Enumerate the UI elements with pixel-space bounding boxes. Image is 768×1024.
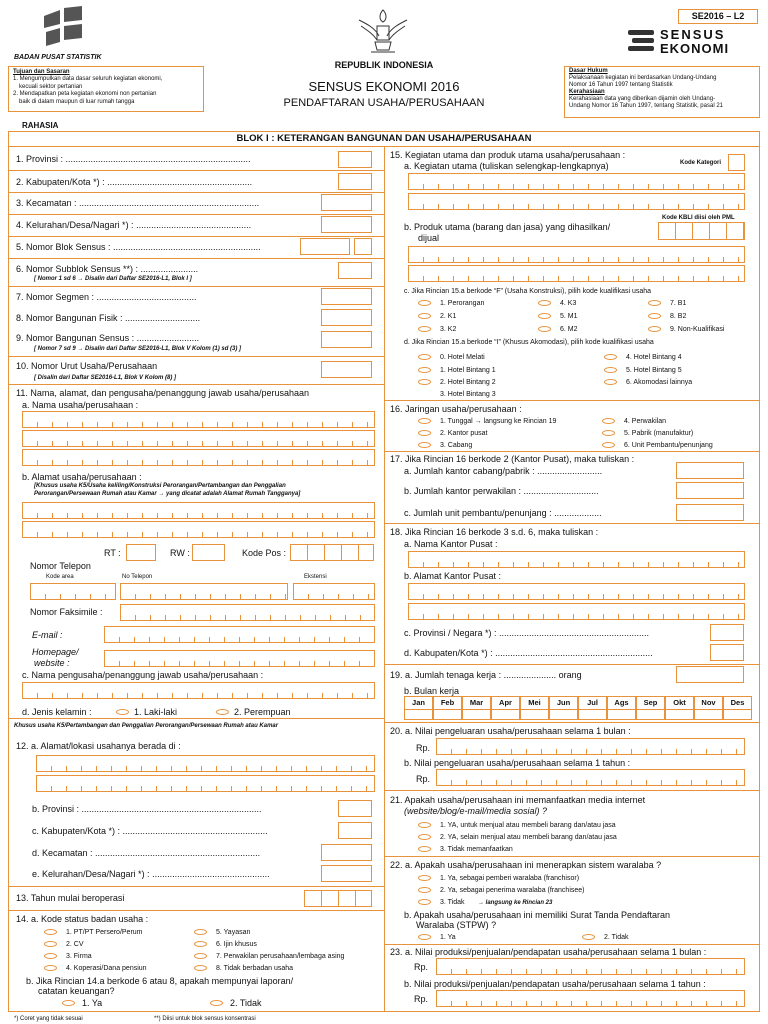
q15a-label: a. Kegiatan utama (tuliskan selengkap-lengkapnya)	[404, 161, 609, 171]
month-feb: Feb	[433, 696, 462, 710]
kodepos-box[interactable]	[290, 544, 374, 561]
opt15c-label: 9. Non-Kualifikasi	[670, 326, 725, 333]
radio-21-2[interactable]	[418, 834, 431, 840]
q11d-label: d. Jenis kelamin :	[22, 707, 92, 717]
q4-kelurahan: 4. Kelurahan/Desa/Nagari *) : ..............................................	[16, 220, 252, 230]
opt15d-label: 3. Hotel Bintang 3	[440, 391, 496, 398]
radio-16-5[interactable]	[602, 430, 615, 436]
radio-15c-2[interactable]	[418, 313, 431, 319]
dasar-title: Dasar Hukum	[569, 68, 608, 74]
footnote-1: *) Coret yang tidak sesuai	[14, 1016, 83, 1022]
homepage-field[interactable]	[104, 650, 375, 667]
opt14-label: 6. Ijin khusus	[216, 941, 257, 948]
q11a-label: a. Nama usaha/perusahaan :	[22, 400, 139, 410]
q12b-provinsi: b. Provinsi : ........................................................................	[32, 804, 262, 814]
month-check-box[interactable]	[607, 709, 636, 720]
q13-year-box[interactable]	[304, 890, 372, 907]
form-code: SE2016 – L2	[678, 9, 758, 24]
kerahasiaan-title: Kerahasiaan	[569, 89, 605, 95]
radio-21-1[interactable]	[418, 822, 431, 828]
radio-15d-0[interactable]	[418, 354, 431, 360]
q22b-line-2: Waralaba (STPW) ?	[416, 920, 497, 930]
opt15c-label: 1. Perorangan	[440, 300, 485, 307]
divider	[8, 258, 384, 259]
radio-15d-4[interactable]	[604, 354, 617, 360]
q22a-label: 22. a. Apakah usaha/perusahaan ini menerapkan sistem waralaba ?	[390, 860, 662, 870]
q15a-field-2[interactable]	[408, 193, 745, 210]
q16-label: 16. Jaringan usaha/perusahaan :	[390, 404, 522, 414]
q17c-box[interactable]	[676, 504, 744, 521]
radio-14b-tidak[interactable]	[210, 1000, 223, 1006]
dasar-line: Pelaksanaan kegiatan ini berdasarkan Undang-Undang	[569, 75, 717, 81]
q12e-kelurahan: e. Kelurahan/Desa/Nagari *) : ...............................................	[32, 869, 270, 879]
q10-nomor-urut: 10. Nomor Urut Usaha/Perusahaan	[16, 361, 158, 371]
month-ags: Ags	[607, 696, 636, 710]
q21-line-2: (website/blog/e-mail/media sosial) ?	[404, 806, 548, 816]
fax-label: Nomor Faksimile :	[30, 607, 103, 617]
footnote-2: **) Diisi untuk blok sensus konsentrasi	[154, 1016, 256, 1022]
q11a-field-2[interactable]	[22, 430, 375, 447]
dasar-line: Nomor 16 Tahun 1997 tentang Statistik	[569, 82, 673, 88]
radio-16-3[interactable]	[418, 442, 431, 448]
q3-code-box[interactable]	[321, 194, 372, 211]
divider	[8, 214, 384, 215]
radio-16-6[interactable]	[602, 442, 615, 448]
opt21-label: 2. YA, selain menjual atau membeli barang dan/atau jasa	[440, 834, 617, 841]
q6-subblok: 6. Nomor Subblok Sensus **) : .......................	[16, 264, 199, 274]
month-sep: Sep	[636, 696, 665, 710]
q13-tahun: 13. Tahun mulai beroperasi	[16, 893, 125, 903]
q15b-line-1: b. Produk utama (barang dan jasa) yang dihasilkan/	[404, 222, 611, 232]
month-mar: Mar	[462, 696, 491, 710]
q23b-label: b. Nilai produksi/penjualan/pendapatan usaha/perusahaan selama 1 tahun :	[404, 979, 706, 989]
telp-number-field[interactable]	[120, 583, 288, 600]
republic-label: REPUBLIK INDONESIA	[334, 60, 434, 70]
q9-code-box[interactable]	[321, 331, 372, 348]
q22b-line-1: b. Apakah usaha/perusahaan ini memiliki Surat Tanda Pendaftaran	[404, 910, 671, 920]
radio-21-3[interactable]	[418, 846, 431, 852]
opt22-label: 1. Ya, sebagai pemberi waralaba (franchisor)	[440, 875, 580, 882]
month-check-box[interactable]	[549, 709, 578, 720]
month-check-box[interactable]	[636, 709, 665, 720]
divider	[8, 236, 384, 237]
q15b-field-1[interactable]	[408, 246, 745, 263]
radio-15c-1[interactable]	[418, 300, 431, 306]
opt15c-label: 8. B2	[670, 313, 687, 320]
radio-15c-8[interactable]	[648, 313, 661, 319]
radio-15d-5[interactable]	[604, 367, 617, 373]
radio-15c-3[interactable]	[418, 326, 431, 332]
radio-16-2[interactable]	[418, 430, 431, 436]
agency-name: BADAN PUSAT STATISTIK	[14, 54, 102, 61]
se-logo-icon	[628, 28, 658, 56]
q4-code-box[interactable]	[321, 216, 372, 233]
q20b-label: b. Nilai pengeluaran usaha/perusahaan selama 1 tahun :	[404, 758, 631, 768]
lgk23-note: → langsung ke Rincian 23	[478, 900, 553, 906]
month-jun: Jun	[549, 696, 578, 710]
opt16-label: 1. Tunggal → langsung ke Rincian 19	[440, 418, 557, 425]
opt16-label: 4. Perwakilan	[624, 418, 667, 425]
rp-label: Rp.	[414, 994, 429, 1004]
divider	[8, 286, 384, 287]
rp-label: Rp.	[416, 774, 431, 784]
q11b-note-2: Perorangan/Persewaan Rumah atau Kamar → yang dicatat adalah Alamat Rumah Tangganya]	[34, 491, 301, 497]
rp-label: Rp.	[416, 743, 431, 753]
radio-15c-9[interactable]	[648, 326, 661, 332]
tujuan-line: 1. Mengumpulkan data dasar seluruh kegiatan ekonomi,	[13, 76, 163, 82]
month-check-box[interactable]	[491, 709, 520, 720]
tujuan-title: Tujuan dan Sasaran	[13, 69, 70, 75]
divider	[8, 886, 384, 887]
q18a-label: a. Nama Kantor Pusat :	[404, 539, 498, 549]
q15d-label: d. Jika Rincian 15.a berkode “I” (Khusus Akomodasi), pilih kode kualifikasi usaha	[404, 339, 654, 346]
radio-15c-7[interactable]	[648, 300, 661, 306]
month-check-box[interactable]	[694, 709, 723, 720]
perempuan-label: 2. Perempuan	[234, 707, 291, 717]
q15c-label: c. Jika Rincian 15.a berkode “F” (Usaha Konstruksi), pilih kode kualifikasi usaha	[404, 288, 652, 295]
q14a-label: 14. a. Kode status badan usaha :	[16, 914, 149, 924]
q2-code-box[interactable]	[338, 173, 372, 190]
tujuan-line: kecuali sektor pertanian	[19, 83, 83, 90]
notelp-label: No Telepon	[122, 574, 153, 580]
q14b-line-1: b. Jika Rincian 14.a berkode 6 atau 8, apakah mempunyai laporan/	[26, 976, 294, 986]
q12d-code-box[interactable]	[321, 844, 372, 861]
q2-kabupaten: 2. Kabupaten/Kota *) : ..........................................................	[16, 177, 253, 187]
opt15c-label: 7. B1	[670, 300, 687, 307]
tujuan-line: 2. Mendapatkan peta kegiatan ekonomi non pertanian	[13, 91, 157, 97]
q22b-tidak-label: 2. Tidak	[604, 934, 629, 941]
opt15c-label: 6. M2	[560, 326, 578, 333]
q6-code-box[interactable]	[338, 262, 372, 279]
divider	[384, 790, 760, 791]
opt14-label: 4. Koperasi/Dana pensiun	[66, 965, 147, 972]
telp-ext-field[interactable]	[293, 583, 375, 600]
divider	[384, 856, 760, 857]
q8-code-box[interactable]	[321, 309, 372, 326]
garuda-icon	[355, 6, 411, 58]
q20a-field[interactable]	[436, 738, 745, 755]
q18b-label: b. Alamat Kantor Pusat :	[404, 571, 502, 581]
q12d-kecamatan: d. Kecamatan : ..................................................................	[32, 848, 261, 858]
divider	[8, 170, 384, 171]
q11-title: 11. Nama, alamat, dan pengusaha/penanggung jawab usaha/perusahaan	[16, 388, 310, 398]
opt16-label: 2. Kantor pusat	[440, 430, 488, 437]
page-title: SENSUS EKONOMI 2016	[308, 79, 460, 94]
q12a-label: 12. a. Alamat/lokasi usahanya berada di :	[16, 741, 181, 751]
k5-note: Khusus usaha K5/Pertambangan dan Penggalian Perorangan/Persewaan Rumah atau Kamar	[14, 723, 279, 729]
q14b-tidak-label: 2. Tidak	[230, 998, 262, 1008]
q8-bangunan-fisik: 8. Nomor Bangunan Fisik : ..............................	[16, 313, 201, 323]
month-check-box[interactable]	[433, 709, 462, 720]
radio-15c-4[interactable]	[538, 300, 551, 306]
radio-14-8[interactable]	[194, 965, 207, 971]
divider	[384, 451, 760, 452]
month-des: Des	[723, 696, 752, 710]
blok-title: BLOK I : KETERANGAN BANGUNAN DAN USAHA/PERUSAHAAN	[8, 131, 760, 147]
q1-code-box[interactable]	[338, 151, 372, 168]
opt14-label: 3. Firma	[66, 953, 92, 960]
opt15d-label: 6. Akomodasi lainnya	[626, 379, 693, 386]
q22b-ya-label: 1. Ya	[440, 934, 456, 941]
rt-box[interactable]	[126, 544, 156, 561]
month-check-box[interactable]	[404, 709, 433, 720]
kode-kategori-box[interactable]	[728, 154, 745, 171]
radio-14-7[interactable]	[194, 953, 207, 959]
q11b-field-1[interactable]	[22, 502, 375, 519]
q19a-label: 19. a. Jumlah tenaga kerja : ..................... orang	[390, 670, 582, 680]
q12c-kabupaten: c. Kabupaten/Kota *) : ..........................................................	[32, 826, 268, 836]
radio-15d-2[interactable]	[418, 379, 431, 385]
garuda-emblem	[355, 6, 411, 58]
divider	[8, 910, 384, 911]
q12a-field-1[interactable]	[36, 755, 375, 772]
opt15d-label: 1. Hotel Bintang 1	[440, 367, 496, 374]
month-okt: Okt	[665, 696, 694, 710]
q18b-field-2[interactable]	[408, 603, 745, 620]
radio-16-4[interactable]	[602, 418, 615, 424]
q18d-label: d. Kabupaten/Kota *) : ...............................................................	[404, 648, 653, 658]
q11c-field[interactable]	[22, 682, 375, 699]
q12a-field-2[interactable]	[36, 775, 375, 792]
column-divider	[384, 147, 385, 1012]
radio-16-1[interactable]	[418, 418, 431, 424]
month-jul: Jul	[578, 696, 607, 710]
radio-laki[interactable]	[116, 709, 129, 715]
opt22-label: 2. Ya, sebagai penerima waralaba (franchisee)	[440, 887, 585, 894]
dasar-line: Undang Nomor 16 Tahun 1997, tentang Statistik, pasal 21	[569, 103, 723, 109]
q10-code-box[interactable]	[321, 361, 372, 378]
q7-segmen: 7. Nomor Segmen : ........................................	[16, 292, 197, 302]
opt16-label: 5. Pabrik (manufaktur)	[624, 430, 694, 437]
q15-title: 15. Kegiatan utama dan produk utama usaha/perusahaan :	[390, 150, 626, 160]
q12c-code-box[interactable]	[338, 822, 372, 839]
radio-15d-6[interactable]	[604, 379, 617, 385]
q11b-label: b. Alamat usaha/perusahaan :	[22, 472, 142, 482]
opt15c-label: 5. M1	[560, 313, 578, 320]
radio-14-6[interactable]	[194, 941, 207, 947]
rahasia-label: RAHASIA	[22, 121, 59, 130]
radio-15c-5[interactable]	[538, 313, 551, 319]
radio-14-4[interactable]	[44, 965, 57, 971]
month-check-box[interactable]	[462, 709, 491, 720]
q7-code-box[interactable]	[321, 288, 372, 305]
website-label: website :	[34, 658, 70, 668]
q17b-label: b. Jumlah kantor perwakilan : ..............................	[404, 486, 599, 496]
q11c-label: c. Nama pengusaha/penanggung jawab usaha/perusahaan :	[22, 670, 264, 680]
q3-kecamatan: 3. Kecamatan : ........................................................................	[16, 198, 260, 208]
opt15c-label: 4. K3	[560, 300, 577, 307]
radio-14-3[interactable]	[44, 953, 57, 959]
tujuan-box	[8, 66, 204, 112]
q18c-label: c. Provinsi / Negara *) : ............................................................	[404, 628, 650, 638]
q18a-field-1[interactable]	[408, 551, 745, 568]
q19b-label: b. Bulan kerja	[404, 686, 460, 696]
kodearea-label: Kode area	[46, 574, 74, 580]
month-nov: Nov	[694, 696, 723, 710]
homepage-label: Homepage/	[32, 647, 79, 657]
opt15c-label: 2. K1	[440, 313, 457, 320]
divider	[384, 400, 760, 401]
q19a-box[interactable]	[676, 666, 744, 683]
q14b-ya-label: 1. Ya	[82, 998, 103, 1008]
rw-label: RW :	[170, 548, 190, 558]
month-grid	[404, 696, 752, 722]
q11b-field-2[interactable]	[22, 521, 375, 538]
month-check-box[interactable]	[723, 709, 752, 720]
q15b-line-2: dijual	[418, 233, 440, 243]
rp-label: Rp.	[414, 962, 429, 972]
opt15d-label: 5. Hotel Bintang 5	[626, 367, 682, 374]
divider	[8, 384, 384, 385]
tujuan-line: baik di dalam maupun di luar rumah tangga	[19, 98, 135, 105]
q15b-field-2[interactable]	[408, 265, 745, 282]
q11a-field-1[interactable]	[22, 411, 375, 428]
fax-field[interactable]	[120, 604, 375, 621]
radio-14b-ya[interactable]	[62, 1000, 75, 1006]
opt15d-label: 2. Hotel Bintang 2	[440, 379, 496, 386]
q12b-code-box[interactable]	[338, 800, 372, 817]
divider	[8, 718, 384, 719]
q23a-field[interactable]	[436, 958, 745, 975]
email-field[interactable]	[104, 626, 375, 643]
q11b-note-1: [Khusus usaha K5/Usaha keliling/Konstruksi Perorangan/Pertambangan dan Penggalian	[34, 483, 286, 489]
radio-15c-6[interactable]	[538, 326, 551, 332]
radio-14-5[interactable]	[194, 929, 207, 935]
divider	[384, 722, 760, 723]
opt14-label: 5. Yayasan	[216, 929, 251, 936]
radio-22b-tidak[interactable]	[582, 934, 595, 940]
bps-logo	[38, 6, 92, 48]
opt15d-label: 4. Hotel Bintang 4	[626, 354, 682, 361]
opt16-label: 3. Cabang	[440, 442, 473, 449]
rt-label: RT :	[104, 548, 121, 558]
kode-kbli-label: Kode KBLI diisi oleh PML	[662, 215, 735, 221]
q18b-field-1[interactable]	[408, 583, 745, 600]
month-mei: Mei	[520, 696, 549, 710]
divider	[8, 356, 384, 357]
q6-note: [ Nomor 1 sd 6 → Disalin dari Daftar SE2016-L1, Blok I ]	[34, 276, 192, 282]
ekstensi-label: Ekstensi	[304, 574, 327, 580]
q17a-label: a. Jumlah kantor cabang/pabrik : ..........................	[404, 466, 603, 476]
q23a-label: 23. a. Nilai produksi/penjualan/pendapatan usaha/perusahaan selama 1 bulan :	[390, 947, 707, 957]
q10-note: [ Disalin dari Daftar SE2016-L1, Blok V Kolom (8) ]	[34, 375, 177, 381]
radio-22-2[interactable]	[418, 887, 431, 893]
kode-kbli-box[interactable]	[658, 222, 745, 240]
dasar-line: Kerahasiaan data yang diberikan dijamin oleh Undang-	[569, 96, 716, 102]
q12e-code-box[interactable]	[321, 865, 372, 882]
month-apr: Apr	[491, 696, 520, 710]
q9-note: [ Nomor 7 sd 9 → Disalin dari Daftar SE2016-L1, Blok V Kolom (1) sd (3) ]	[34, 346, 242, 352]
q17-label: 17. Jika Rincian 16 berkode 2 (Kantor Pusat), maka tuliskan :	[390, 454, 635, 464]
month-check-box[interactable]	[665, 709, 694, 720]
bps-logo-icon	[38, 6, 92, 48]
se-brand-logo	[628, 28, 758, 58]
opt14-label: 2. CV	[66, 941, 84, 948]
q17b-box[interactable]	[676, 482, 744, 499]
page-subtitle: PENDAFTARAN USAHA/PERUSAHAAN	[283, 97, 485, 109]
q17c-label: c. Jumlah unit pembantu/penunjang : ...................	[404, 508, 602, 518]
divider	[384, 664, 760, 665]
opt14-label: 7. Perwakilan perusahaan/lembaga asing	[216, 953, 345, 960]
opt21-label: 3. Tidak memanfaatkan	[440, 846, 513, 853]
telp-label: Nomor Telepon	[30, 561, 91, 571]
q5-code-box-2[interactable]	[354, 238, 372, 255]
q14b-line-2: catatan keuangan?	[38, 986, 115, 996]
laki-label: 1. Laki-laki	[134, 707, 178, 717]
q18-label: 18. Jika Rincian 16 berkode 3 s.d. 6, maka tuliskan :	[390, 527, 599, 537]
q15a-field-1[interactable]	[408, 173, 745, 190]
opt14-label: 1. PT/PT Persero/Perum	[66, 929, 143, 936]
radio-14-1[interactable]	[44, 929, 57, 935]
radio-perempuan[interactable]	[216, 709, 229, 715]
divider	[8, 192, 384, 193]
opt15c-label: 3. K2	[440, 326, 457, 333]
q11a-field-3[interactable]	[22, 449, 375, 466]
q20b-field[interactable]	[436, 769, 745, 786]
opt21-label: 1. YA, untuk menjual atau membeli barang dan/atau jasa	[440, 822, 616, 829]
opt22-label: 3. Tidak	[440, 899, 465, 906]
radio-22-3[interactable]	[418, 899, 431, 905]
opt15d-label: 0. Hotel Melati	[440, 354, 485, 361]
q20a-label: 20. a. Nilai pengeluaran usaha/perusahaan selama 1 bulan :	[390, 726, 631, 736]
email-label: E-mail :	[32, 630, 63, 640]
radio-15d-1[interactable]	[418, 367, 431, 373]
q18d-box[interactable]	[710, 644, 744, 661]
month-jan: Jan	[404, 696, 433, 710]
radio-22-1[interactable]	[418, 875, 431, 881]
divider	[384, 944, 760, 945]
kodepos-label: Kode Pos :	[242, 548, 287, 558]
month-check-box[interactable]	[578, 709, 607, 720]
q23b-field[interactable]	[436, 990, 745, 1007]
q5-blok-sensus: 5. Nomor Blok Sensus : ...........................................................	[16, 242, 261, 252]
q21-line-1: 21. Apakah usaha/perusahaan ini memanfaatkan media internet	[390, 795, 646, 805]
q5-code-box[interactable]	[300, 238, 350, 255]
telp-area-field[interactable]	[30, 583, 116, 600]
month-check-box[interactable]	[520, 709, 549, 720]
opt14-label: 8. Tidak berbadan usaha	[216, 965, 294, 972]
q1-provinsi: 1. Provinsi : ..........................................................................	[16, 154, 251, 164]
radio-22b-ya[interactable]	[418, 934, 431, 940]
opt16-label: 6. Unit Pembantu/penunjang	[624, 442, 713, 449]
divider	[384, 523, 760, 524]
q18c-box[interactable]	[710, 624, 744, 641]
brand-top: SENSUS	[660, 27, 726, 42]
kode-kategori-label: Kode Kategori	[680, 160, 722, 166]
q9-bangunan-sensus: 9. Nomor Bangunan Sensus : .........................	[16, 333, 200, 343]
q17a-box[interactable]	[676, 462, 744, 479]
rw-box[interactable]	[192, 544, 225, 561]
radio-14-2[interactable]	[44, 941, 57, 947]
brand-bottom: EKONOMI	[660, 41, 730, 56]
dasar-hukum-box	[564, 66, 760, 118]
